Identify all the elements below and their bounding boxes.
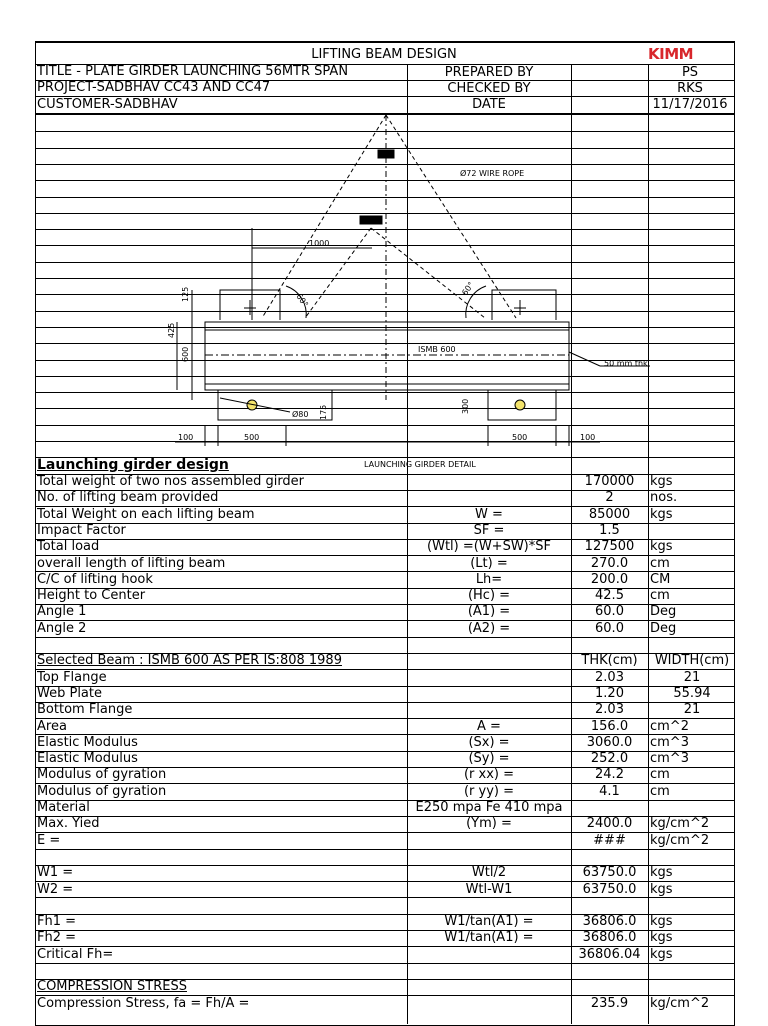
row-formula: (r xx) = bbox=[463, 767, 515, 782]
row-value: 156.0 bbox=[590, 719, 629, 734]
row-label: Max. Yied bbox=[37, 816, 100, 831]
row-value: 2 bbox=[605, 490, 614, 505]
row-value: ### bbox=[593, 833, 626, 848]
row-label: Angle 2 bbox=[37, 621, 87, 636]
row-formula: (Hc) = bbox=[467, 588, 511, 603]
row-value: 170000 bbox=[584, 474, 635, 489]
dim-175-label: 175 bbox=[319, 404, 328, 420]
row-value: 36806.0 bbox=[582, 930, 637, 945]
row-unit: kgs bbox=[650, 930, 673, 945]
row-label: Fh2 = bbox=[37, 930, 77, 945]
section-title: Launching girder design bbox=[37, 457, 229, 473]
row-value: 60.0 bbox=[595, 604, 624, 619]
plate-thk-label: 50 mm thk bbox=[604, 359, 648, 368]
right-lug bbox=[492, 290, 556, 320]
row-value: 235.9 bbox=[590, 996, 629, 1011]
dim-1000-label: 1000 bbox=[309, 239, 330, 248]
row-label: Modulus of gyration bbox=[37, 784, 167, 799]
row-value: 36806.04 bbox=[578, 947, 641, 962]
row-label: Height to Center bbox=[37, 588, 146, 603]
row-unit: kgs bbox=[650, 882, 673, 897]
row-formula: (Lt) = bbox=[470, 556, 508, 571]
row-value: 36806.0 bbox=[582, 914, 637, 929]
row-formula: Wtl-W1 bbox=[465, 882, 513, 897]
row-value: 200.0 bbox=[590, 572, 629, 587]
header-prepared-value: PS bbox=[681, 65, 699, 80]
row-formula: A = bbox=[477, 719, 501, 734]
row-label: Elastic Modulus bbox=[37, 751, 138, 766]
row-formula: E250 mpa Fe 410 mpa bbox=[415, 800, 563, 815]
dim-500-left-label: 500 bbox=[244, 433, 260, 442]
header-checked-value: RKS bbox=[677, 81, 703, 96]
dim-100-right-label: 100 bbox=[580, 433, 596, 442]
row-label: COMPRESSION STRESS bbox=[37, 979, 187, 994]
row-label: Total load bbox=[37, 539, 100, 554]
row-label: Elastic Modulus bbox=[37, 735, 138, 750]
row-unit: nos. bbox=[650, 490, 678, 505]
row-formula: Wtl/2 bbox=[471, 865, 507, 880]
row-formula: SF = bbox=[473, 523, 505, 538]
company-logo: KIMM bbox=[648, 45, 694, 63]
row-unit: kgs bbox=[650, 947, 673, 962]
row-label: Angle 1 bbox=[37, 604, 87, 619]
row-label: overall length of lifting beam bbox=[37, 556, 226, 571]
row-value: 270.0 bbox=[590, 556, 629, 571]
beam-label: ISMB 600 bbox=[418, 345, 456, 354]
header-customer-field: CUSTOMER-SADBHAV bbox=[37, 97, 178, 112]
row-unit: Deg bbox=[650, 604, 677, 619]
row-unit: kg/cm^2 bbox=[650, 996, 710, 1011]
row-label: Web Plate bbox=[37, 686, 102, 701]
row-value: 24.2 bbox=[595, 767, 624, 782]
row-formula: (Sy) = bbox=[468, 751, 510, 766]
row-label: Critical Fh= bbox=[37, 947, 114, 962]
row-formula: (r yy) = bbox=[463, 784, 515, 799]
pin-hole-right bbox=[515, 400, 525, 410]
row-label: Fh1 = bbox=[37, 914, 77, 929]
row-unit: kgs bbox=[650, 474, 673, 489]
dim-600-label: 600 bbox=[181, 346, 190, 362]
launching-girder-drawing bbox=[0, 0, 768, 470]
row-value: 1.5 bbox=[599, 523, 620, 538]
row-formula: (Wtl) =(W+SW)*SF bbox=[427, 539, 551, 554]
spreader-shackle bbox=[360, 216, 382, 224]
row-unit: kgs bbox=[650, 507, 673, 522]
row-unit: cm^3 bbox=[650, 735, 689, 750]
row-unit: kgs bbox=[650, 865, 673, 880]
row-unit: cm bbox=[650, 767, 670, 782]
row-value: 252.0 bbox=[590, 751, 629, 766]
row-label: Compression Stress, fa = Fh/A = bbox=[37, 996, 250, 1011]
row-label: Total Weight on each lifting beam bbox=[37, 507, 255, 522]
row-unit: cm bbox=[650, 784, 670, 799]
header-checked-label: CHECKED BY bbox=[447, 81, 531, 96]
header-prepared-label: PREPARED BY bbox=[444, 65, 534, 80]
row-label: Top Flange bbox=[37, 670, 107, 685]
row-unit: cm^2 bbox=[650, 719, 689, 734]
row-unit: WIDTH(cm) bbox=[654, 653, 730, 668]
row-label: Impact Factor bbox=[37, 523, 126, 538]
row-value: THK(cm) bbox=[581, 653, 638, 668]
row-label: C/C of lifting hook bbox=[37, 572, 153, 587]
row-label: Bottom Flange bbox=[37, 702, 133, 717]
row-unit: kgs bbox=[650, 539, 673, 554]
row-value: 127500 bbox=[584, 539, 635, 554]
wire-rope-label: Ø72 WIRE ROPE bbox=[460, 169, 525, 178]
angle-right-label: 60° bbox=[460, 280, 476, 298]
row-unit: 55.94 bbox=[673, 686, 711, 701]
header-date-label: DATE bbox=[472, 97, 506, 112]
row-unit: cm bbox=[650, 588, 670, 603]
dim-425-label: 425 bbox=[167, 322, 176, 338]
row-formula: Lh= bbox=[475, 572, 503, 587]
row-value: 2.03 bbox=[595, 702, 624, 717]
dim-125-label: 125 bbox=[181, 286, 190, 302]
row-label: Material bbox=[37, 800, 90, 815]
row-formula: (Sx) = bbox=[468, 735, 510, 750]
row-value: 2400.0 bbox=[586, 816, 633, 831]
row-value: 1.20 bbox=[595, 686, 624, 701]
row-label: Modulus of gyration bbox=[37, 767, 167, 782]
drawing-caption: LAUNCHING GIRDER DETAIL bbox=[364, 460, 476, 469]
row-label: W1 = bbox=[37, 865, 74, 880]
row-label: Total weight of two nos assembled girder bbox=[37, 474, 305, 489]
header-project-field: PROJECT-SADBHAV CC43 AND CC47 bbox=[37, 80, 271, 95]
row-formula: W1/tan(A1) = bbox=[444, 930, 534, 945]
row-label: No. of lifting beam provided bbox=[37, 490, 219, 505]
row-value: 3060.0 bbox=[586, 735, 633, 750]
row-value: 42.5 bbox=[595, 588, 624, 603]
row-unit: Deg bbox=[650, 621, 677, 636]
row-divider bbox=[35, 849, 734, 850]
dim-500-right-label: 500 bbox=[512, 433, 528, 442]
row-value: 4.1 bbox=[599, 784, 620, 799]
dim-300-label: 300 bbox=[461, 398, 470, 414]
row-divider bbox=[35, 637, 734, 638]
row-unit: CM bbox=[650, 572, 671, 587]
sheet-title: LIFTING BEAM DESIGN bbox=[311, 47, 457, 62]
row-label: E = bbox=[37, 833, 61, 848]
top-shackle bbox=[378, 150, 394, 158]
row-formula: W = bbox=[475, 507, 503, 522]
row-formula: (A2) = bbox=[467, 621, 511, 636]
bottom-lug-left bbox=[218, 390, 332, 420]
header-date-value: 11/17/2016 bbox=[652, 97, 728, 112]
row-unit: 21 bbox=[683, 702, 701, 717]
row-value: 63750.0 bbox=[582, 882, 637, 897]
dim-80-label: Ø80 bbox=[292, 410, 309, 419]
row-value: 85000 bbox=[588, 507, 631, 522]
row-value: 63750.0 bbox=[582, 865, 637, 880]
row-value: 2.03 bbox=[595, 670, 624, 685]
header-title-field: TITLE - PLATE GIRDER LAUNCHING 56MTR SPAN bbox=[37, 64, 349, 79]
row-unit: kgs bbox=[650, 914, 673, 929]
row-formula: (A1) = bbox=[467, 604, 511, 619]
row-label: Selected Beam : ISMB 600 AS PER IS:808 1989 bbox=[37, 653, 342, 668]
ismb-beam bbox=[205, 322, 569, 390]
row-unit: cm^3 bbox=[650, 751, 689, 766]
row-formula: (Ym) = bbox=[466, 816, 512, 831]
row-unit: kg/cm^2 bbox=[650, 816, 710, 831]
row-unit: kg/cm^2 bbox=[650, 833, 710, 848]
row-value: 60.0 bbox=[595, 621, 624, 636]
row-divider bbox=[35, 963, 734, 964]
dim-100-left-label: 100 bbox=[178, 433, 194, 442]
row-label: Area bbox=[37, 719, 67, 734]
row-unit: cm bbox=[650, 556, 670, 571]
row-unit: 21 bbox=[683, 670, 701, 685]
row-label: W2 = bbox=[37, 882, 74, 897]
row-formula: W1/tan(A1) = bbox=[444, 914, 534, 929]
sling-line-right bbox=[386, 115, 516, 318]
angle-left-label: 60° bbox=[294, 291, 310, 309]
